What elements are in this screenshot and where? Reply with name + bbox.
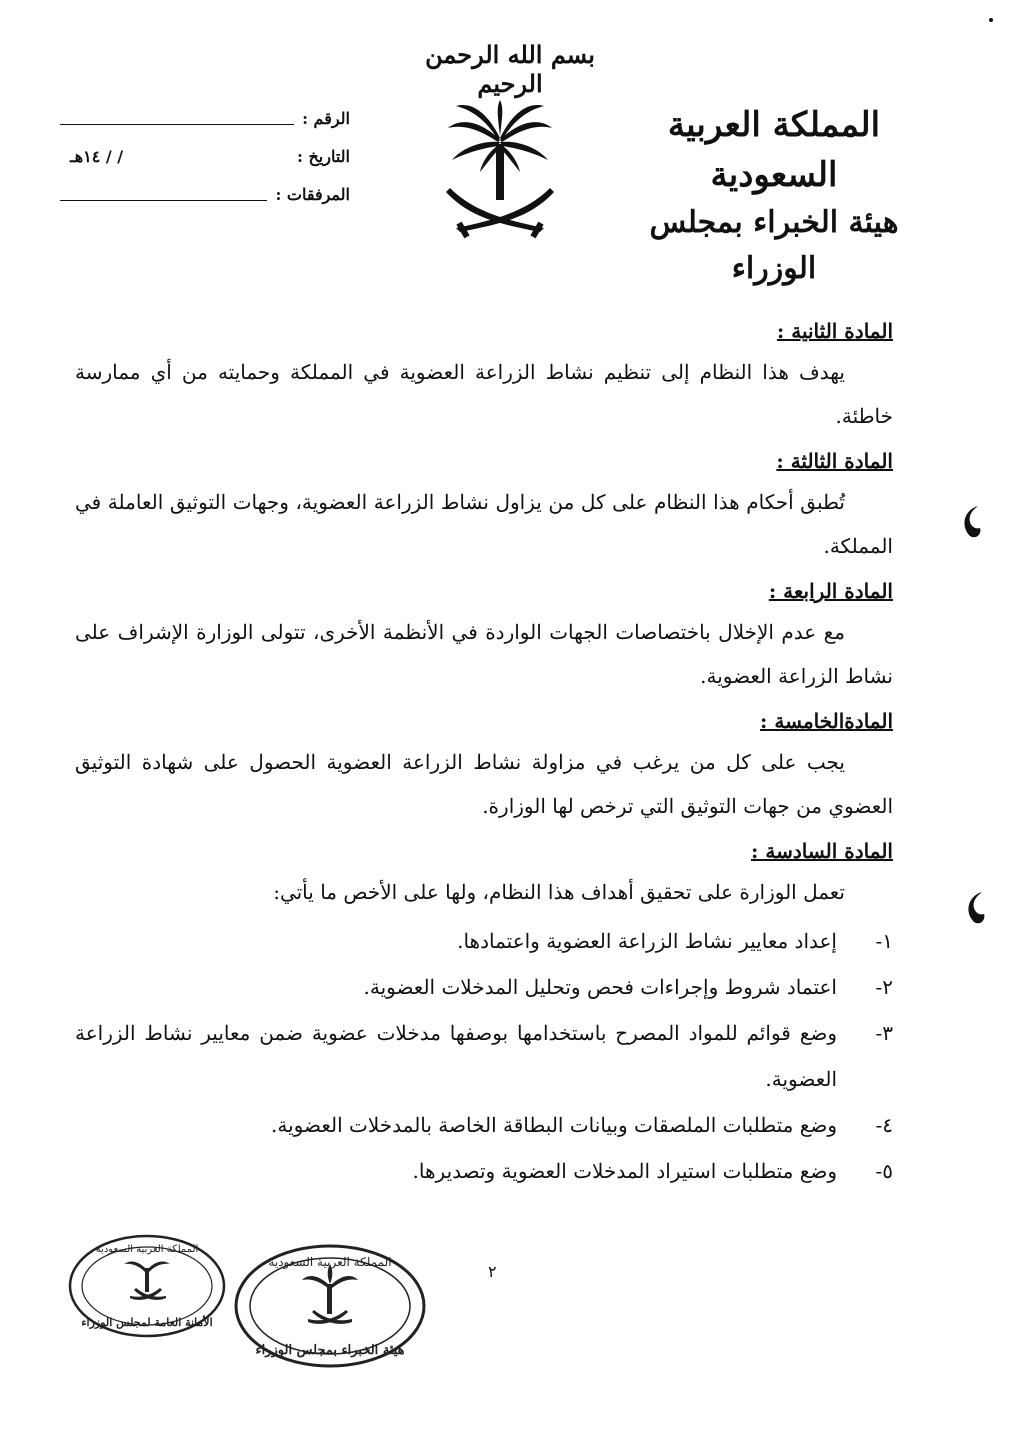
article-6-list xyxy=(75,918,893,1194)
list-item-number: ١- xyxy=(875,929,893,953)
org-line-2: هيئة الخبراء بمجلس الوزراء xyxy=(649,205,899,286)
article-3-heading: المادة الثالثة : xyxy=(776,449,893,473)
stamp-right-top-text: المملكة العربية السعودية xyxy=(268,1255,392,1269)
organization-name xyxy=(614,100,934,292)
stamp-experts-commission xyxy=(232,1242,428,1370)
date-row xyxy=(60,138,350,176)
list-item-number: ٤- xyxy=(875,1113,893,1137)
reference-line xyxy=(60,124,294,125)
list-item xyxy=(75,1010,893,1102)
stamp-left-top-text: المملكة العربية السعودية xyxy=(95,1244,199,1255)
reference-label: الرقم : xyxy=(302,109,350,128)
list-item xyxy=(75,1148,893,1194)
article-6-heading: المادة السادسة : xyxy=(751,839,893,863)
list-item-number: ٢- xyxy=(875,975,893,999)
article-3-text: تُطبق أحكام هذا النظام على كل من يزاول نشاط الزراعة العضوية، وجهات التوثيق العاملة في المملكة. xyxy=(75,490,893,558)
list-item-text: وضع متطلبات الملصقات وبيانات البطاقة الخاصة بالمدخلات العضوية. xyxy=(271,1113,837,1137)
page-number: ٢ xyxy=(488,1262,497,1281)
article-2-heading: المادة الثانية : xyxy=(776,319,893,343)
document-body xyxy=(75,312,893,1194)
article-5-text: يجب على كل من يرغب في مزاولة نشاط الزراعة العضوية الحصول على شهادة التوثيق العضوي من جهات التوثيق التي ترخص لها الوزارة. xyxy=(75,750,893,818)
list-item-text: اعتماد شروط وإجراءات فحص وتحليل المدخلات العضوية. xyxy=(363,975,837,999)
basmala: بسم الله الرحمن الرحيم xyxy=(425,40,595,98)
list-item xyxy=(75,918,893,964)
list-item-text: وضع قوائم للمواد المصرح باستخدامها بوصفها مدخلات عضوية ضمن معايير نشاط الزراعة العضوية. xyxy=(75,1021,837,1091)
list-item-number: ٥- xyxy=(875,1159,893,1183)
list-item xyxy=(75,964,893,1010)
attachments-row xyxy=(60,176,350,214)
document-metadata xyxy=(60,100,350,214)
article-2-text: يهدف هذا النظام إلى تنظيم نشاط الزراعة العضوية في المملكة وحمايته من أي ممارسة خاطئة. xyxy=(75,360,893,428)
article-4-text: مع عدم الإخلال باختصاصات الجهات الواردة في الأنظمة الأخرى، تتولى الوزارة الإشراف على نشاط الزراعة العضوية. xyxy=(75,620,893,688)
attachments-line xyxy=(60,200,267,201)
stamp-left-bottom-text: الأمانة العامة لمجلس الوزراء xyxy=(81,1316,213,1329)
list-item-text: إعداد معايير نشاط الزراعة العضوية واعتمادها. xyxy=(457,929,837,953)
saudi-emblem-icon xyxy=(440,100,560,245)
list-item-text: وضع متطلبات استيراد المدخلات العضوية وتصديرها. xyxy=(412,1159,837,1183)
article-4-heading: المادة الرابعة : xyxy=(768,579,893,603)
scan-dot-mark xyxy=(989,18,993,22)
stamp-right-bottom-text: هيئة الخبراء بمجلس الوزراء xyxy=(255,1343,405,1358)
reference-row xyxy=(60,100,350,138)
attachments-label: المرفقات : xyxy=(275,185,350,204)
list-item xyxy=(75,1102,893,1148)
list-item-number: ٣- xyxy=(875,1021,893,1045)
date-value: / / ١٤هـ xyxy=(70,147,124,166)
org-line-1: المملكة العربية السعودية xyxy=(667,105,881,195)
binder-hole-mark-icon xyxy=(956,504,984,540)
article-6-text: تعمل الوزارة على تحقيق أهداف هذا النظام، ولها على الأخص ما يأتي: xyxy=(273,880,845,904)
date-label: التاريخ : xyxy=(296,147,350,166)
article-5-heading: المادةالخامسة : xyxy=(760,709,893,733)
stamp-general-secretariat xyxy=(66,1232,228,1340)
binder-hole-mark-icon xyxy=(960,890,988,926)
